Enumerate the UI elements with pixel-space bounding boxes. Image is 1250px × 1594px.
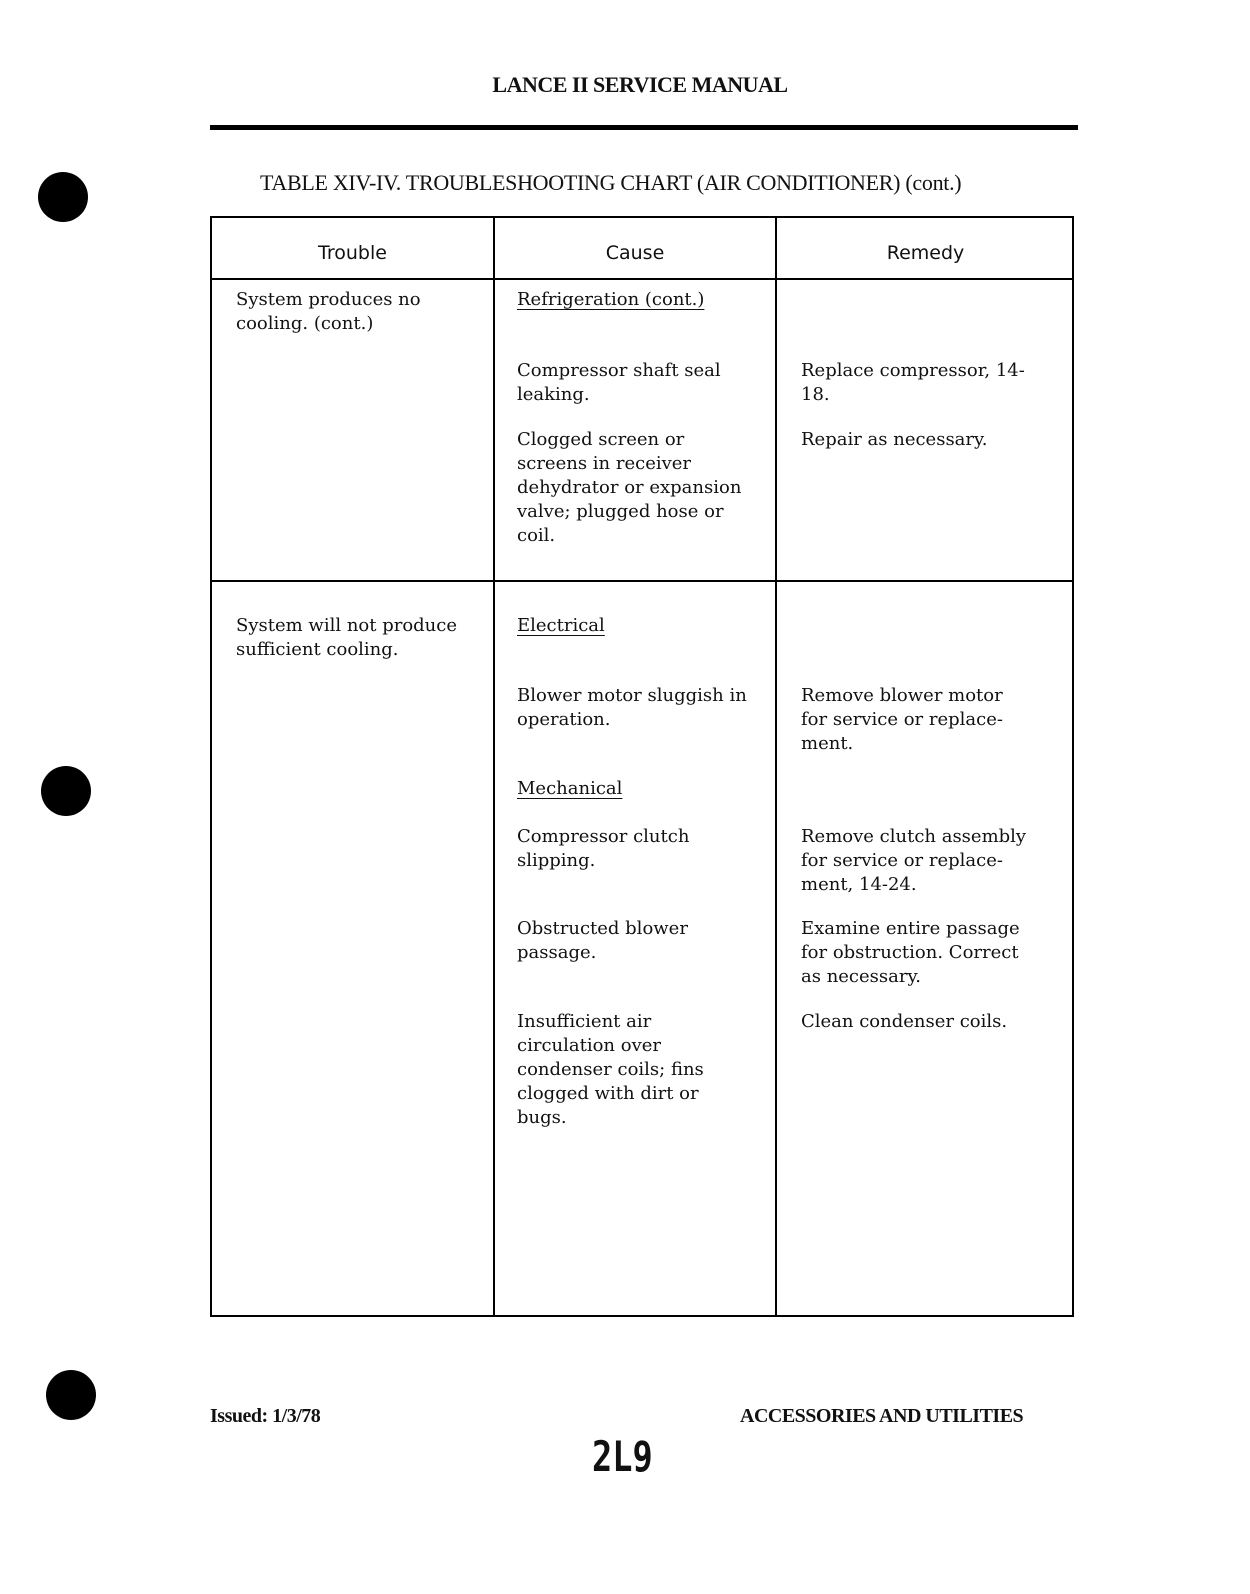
binder-hole-middle [41, 766, 91, 816]
column-divider [775, 218, 777, 1315]
binder-hole-bottom [46, 1370, 96, 1420]
remedy-cell: Clean condenser coils. [801, 1011, 1008, 1032]
cause-cell: Compressor shaft seal leaking. [517, 360, 721, 405]
cause-cell: Insufficient air circulation over condenser coils; fins clogged with dirt or bugs. [517, 1011, 704, 1128]
binder-hole-top [38, 172, 88, 222]
trouble-cell: System produces no cooling. (cont.) [236, 289, 421, 334]
troubleshooting-table [210, 216, 1074, 1317]
cause-cell: Obstructed blower passage. [517, 918, 688, 963]
remedy-cell: Repair as necessary. [801, 429, 988, 450]
page-header-title: LANCE II SERVICE MANUAL [492, 72, 788, 97]
table-title: TABLE XIV-IV. TROUBLESHOOTING CHART (AIR CONDITIONER) (cont.) [260, 170, 962, 195]
page-code: 2L9 [592, 1432, 653, 1481]
column-header-trouble: Trouble [318, 242, 387, 264]
section-name: ACCESSORIES AND UTILITIES [740, 1405, 1024, 1427]
group-divider [212, 580, 1072, 582]
cause-cell: Compressor clutch slipping. [517, 826, 690, 871]
remedy-cell: Examine entire passage for obstruction. Correct as necessary. [801, 918, 1020, 987]
cause-cell: Clogged screen or screens in receiver dehydrator or expansion valve; plugged hose or coil. [517, 429, 742, 546]
remedy-cell: Replace compressor, 14-18. [801, 360, 1025, 405]
column-header-cause: Cause [605, 242, 665, 264]
header-rule [210, 125, 1078, 130]
column-divider [493, 218, 495, 1315]
remedy-cell: Remove blower motor for service or replace-ment. [801, 685, 1003, 754]
column-header-remedy: Remedy [886, 242, 965, 264]
header-row-divider [212, 278, 1072, 280]
remedy-cell: Remove clutch assembly for service or replace-ment, 14-24. [801, 826, 1027, 895]
trouble-cell: System will not produce sufficient cooling. [236, 615, 458, 660]
cause-subheading: Electrical [517, 615, 605, 636]
issued-date: Issued: 1/3/78 [210, 1405, 321, 1427]
cause-subheading: Refrigeration (cont.) [517, 289, 705, 310]
cause-subheading: Mechanical [517, 778, 623, 799]
cause-cell: Blower motor sluggish in operation. [517, 685, 747, 730]
